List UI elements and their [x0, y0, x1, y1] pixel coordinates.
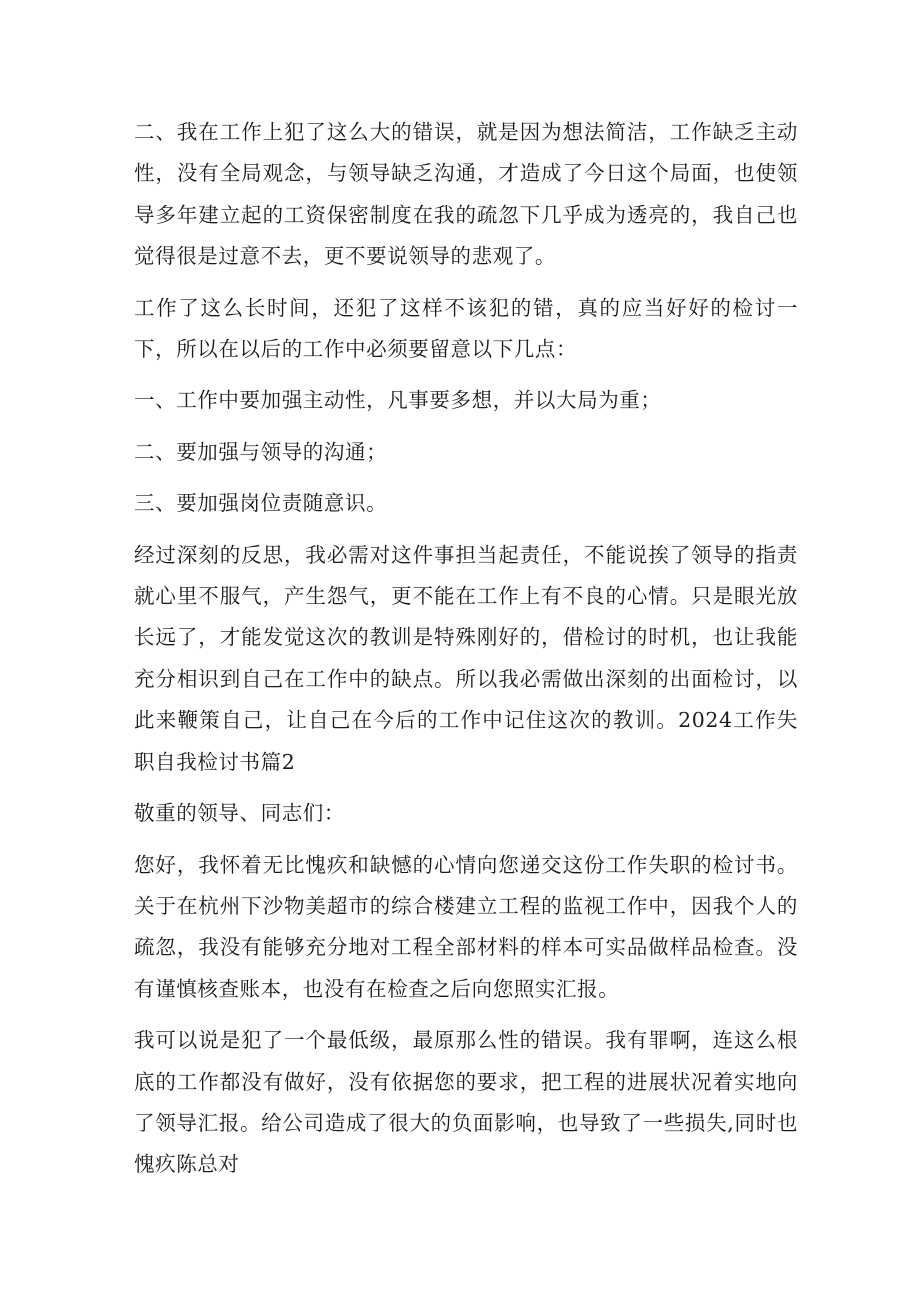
paragraph-8: 您好，我怀着无比愧疚和缺憾的心情向您递交这份工作失职的检讨书。关于在杭州下沙物美超市的综合楼建立工程的监视工作中，因我个人的疏忽，我没有能够充分地对工程全部材料的样本可实品做样品检查。没有谨慎核查账本，也没有在检查之后向您照实汇报。	[134, 852, 798, 1001]
document-body	[134, 112, 798, 1196]
paragraph-7: 敬重的领导、同志们：	[134, 801, 345, 826]
paragraph-1: 二、我在工作上犯了这么大的错误，就是因为想法简洁，工作缺乏主动性，没有全局观念，与领导缺乏沟通，才造成了今日这个局面，也使领导多年建立起的工资保密制度在我的疏忽下几乎成为透亮的，我自己也觉得很是过意不去，更不要说领导的悲观了。	[134, 120, 798, 269]
paragraph-9: 我可以说是犯了一个最低级，最原那么性的错误。我有罪啊，连这么根底的工作都没有做好，没有依据您的要求，把工程的进展状况着实地向了领导汇报。给公司造成了很大的负面影响，也导致了一些损失,同时也愧疚陈总对	[134, 1028, 798, 1177]
paragraph-4: 二、要加强与领导的沟通；	[134, 439, 388, 464]
paragraph-5: 三、要加强岗位责随意识。	[134, 491, 388, 516]
paragraph-2: 工作了这么长时间，还犯了这样不该犯的错，真的应当好好的检讨一下，所以在以后的工作中必须要留意以下几点：	[134, 295, 798, 362]
paragraph-3: 一、工作中要加强主动性，凡事要多想，并以大局为重；	[134, 388, 662, 413]
paragraph-6: 经过深刻的反思，我必需对这件事担当起责任，不能说挨了领导的指责就心里不服气，产生怨气，更不能在工作上有不良的心情。只是眼光放长远了，才能发觉这次的教训是特殊刚好的，借检讨的时机，也让我能充分相识到自己在工作中的缺点。所以我必需做出深刻的出面检讨，以此来鞭策自己，让自己在今后的工作中记住这次的教训。2024工作失职自我检讨书篇2	[134, 542, 798, 774]
